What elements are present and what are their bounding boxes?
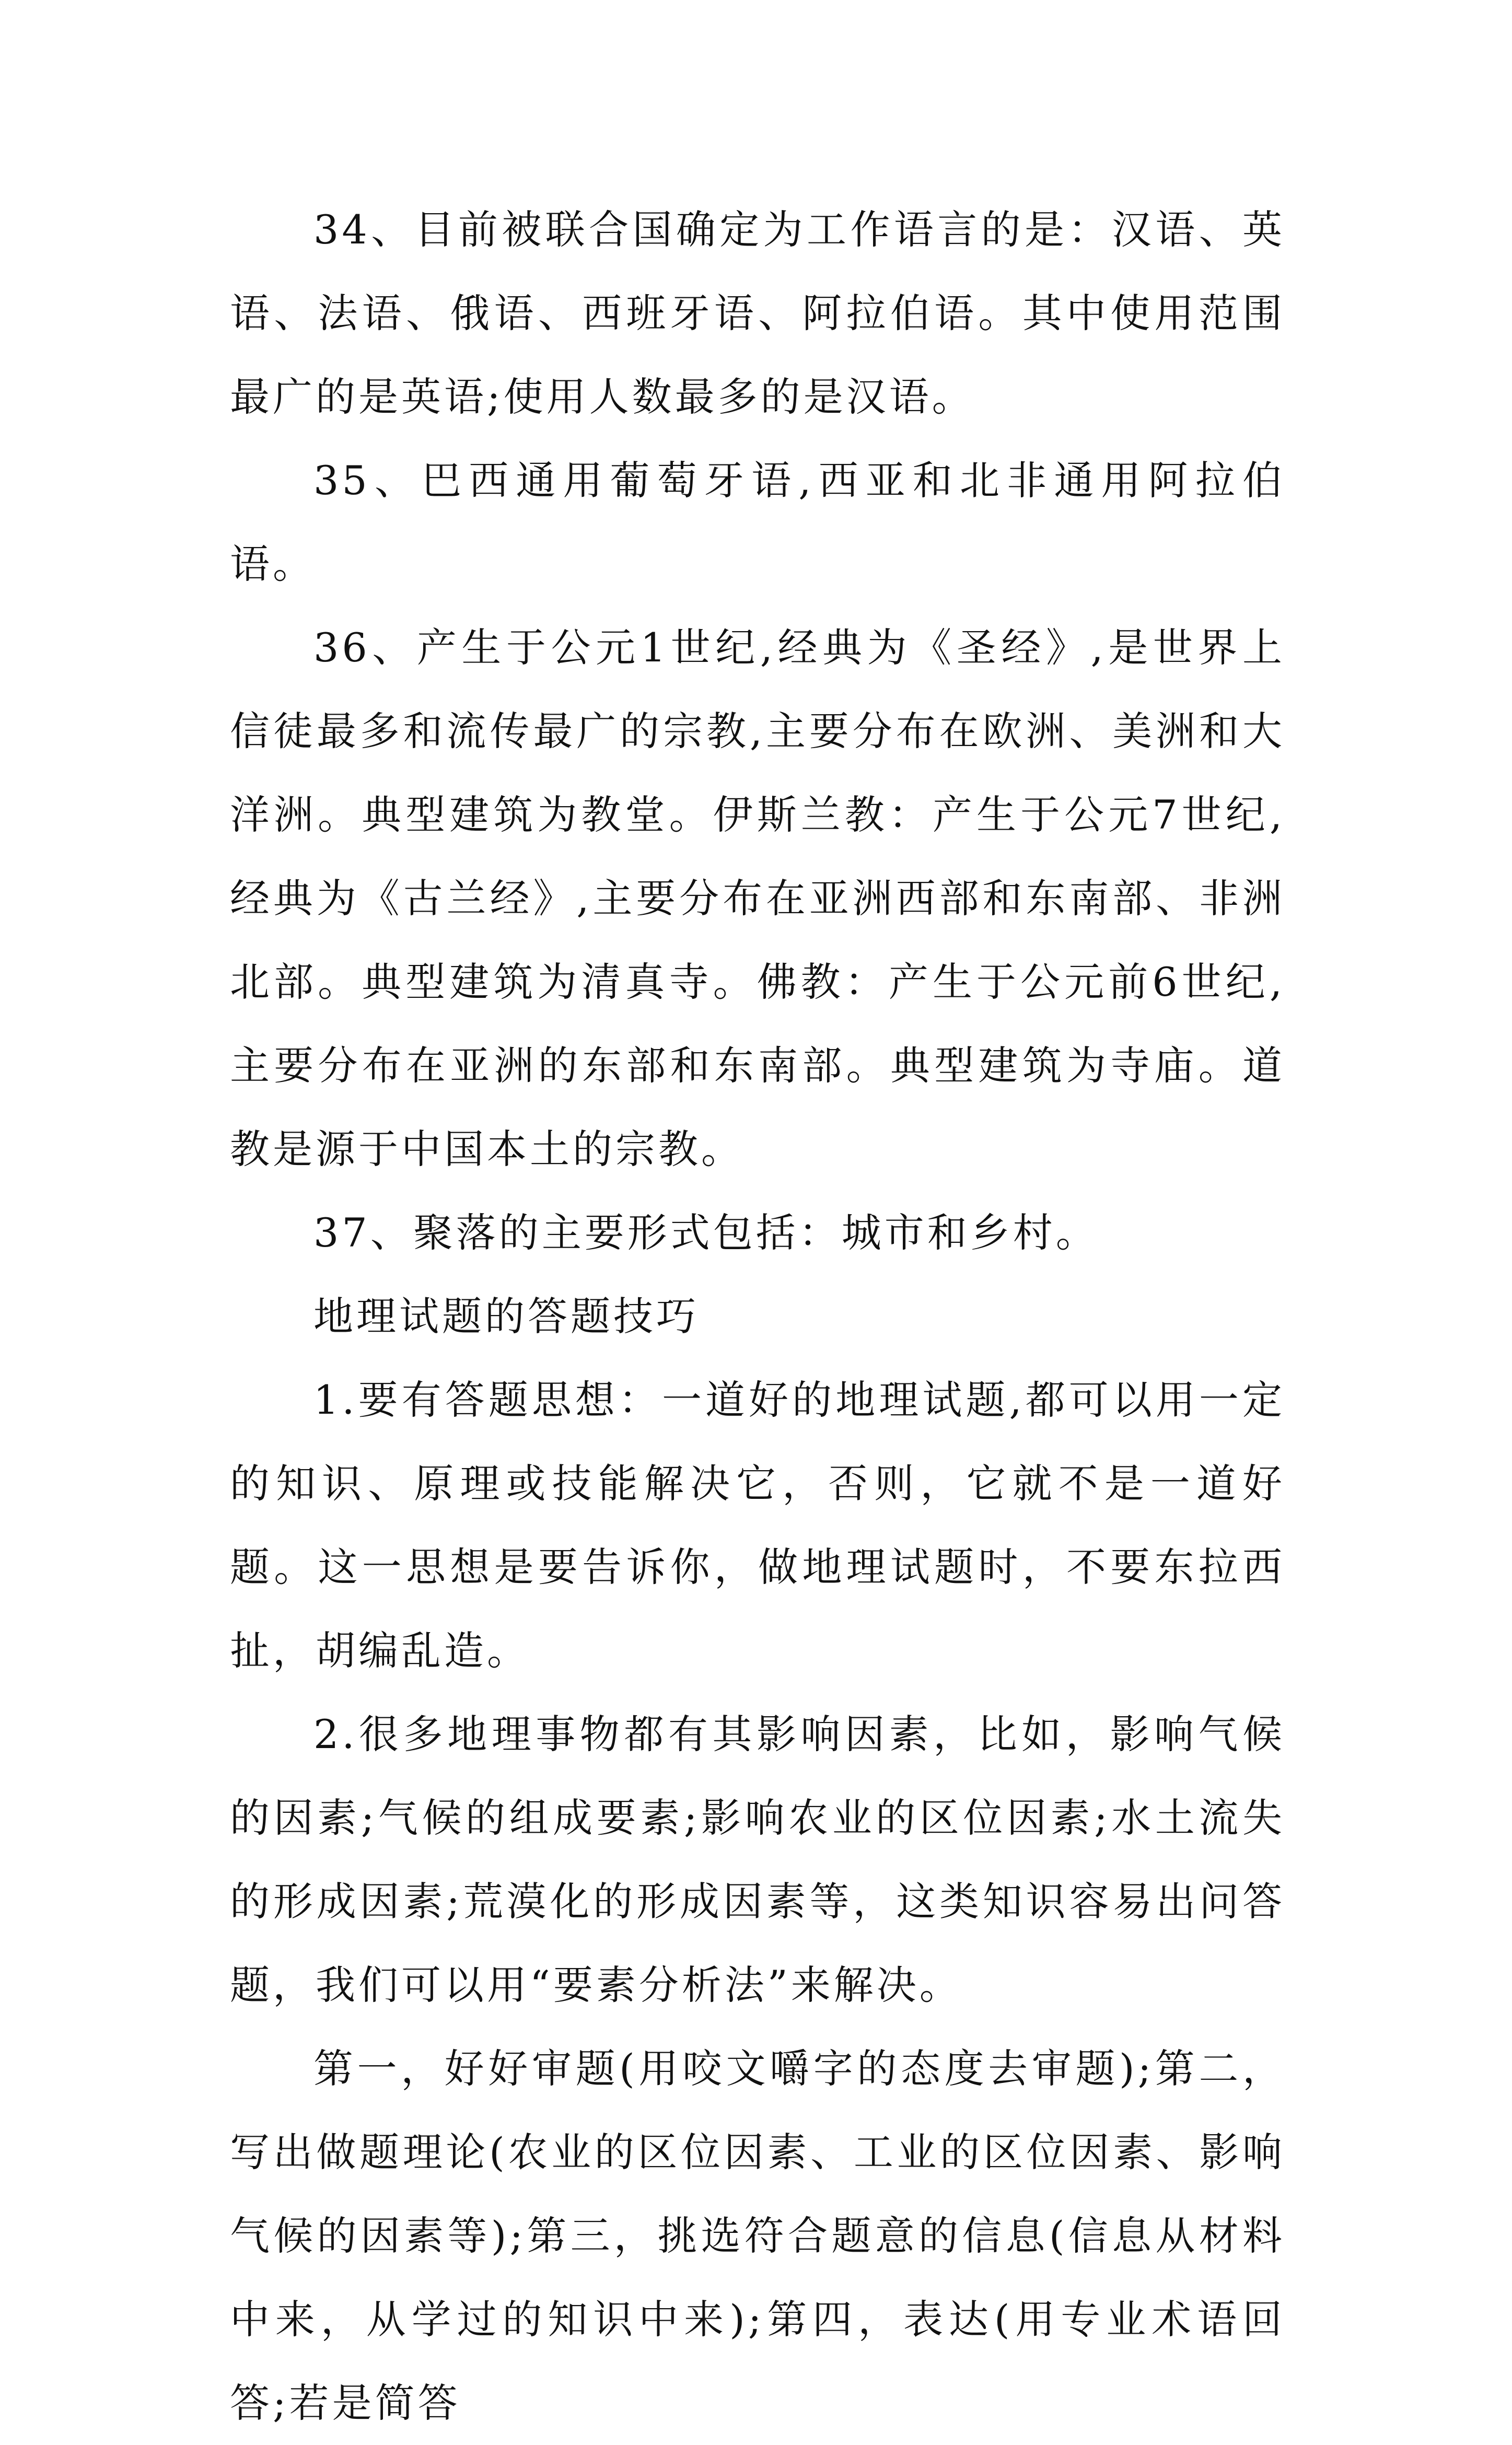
paragraph-tip-1: 1.要有答题思想：一道好的地理试题,都可以用一定的知识、原理或技能解决它，否则，它就不是一道好题。这一思想是要告诉你，做地理试题时，不要东拉西扯，胡编乱造。 (230, 1377, 1285, 1674)
section-heading-answer-tips: 地理试题的答题技巧 (313, 1293, 699, 1340)
paragraph-36-religions: 36、产生于公元1世纪,经典为《圣经》,是世界上信徒最多和流传最广的宗教,主要分布在欧洲、美洲和大洋洲。典型建筑为教堂。伊斯兰教：产生于公元7世纪,经典为《古兰经》,主要分布在亚洲西部和东南部、非洲北部。典型建筑为清真寺。佛教：产生于公元前6世纪,主要分布在亚洲的东部和东南部。典型建筑为寺庙。道教是源于中国本土的宗教。 (230, 624, 1285, 1172)
paragraph-37-settlements: 37、聚落的主要形式包括：城市和乡村。 (313, 1209, 1099, 1256)
paragraph-35-brazil-languages: 35、巴西通用葡萄牙语,西亚和北非通用阿拉伯语。 (230, 457, 1285, 587)
paragraph-steps: 第一，好好审题(用咬文嚼字的态度去审题);第二，写出做题理论(农业的区位因素、工业的区位因素、影响气候的因素等);第三，挑选符合题意的信息(信息从材料中来，从学过的知识中来);第四，表达(用专业术语回答;若是简答 (230, 2045, 1285, 2426)
document-body (230, 188, 1285, 2445)
paragraph-tip-2: 2.很多地理事物都有其影响因素，比如，影响气候的因素;气候的组成要素;影响农业的区位因素;水土流失的形成因素;荒漠化的形成因素等，这类知识容易出问答题，我们可以用“要素分析法”来解决。 (230, 1711, 1285, 2008)
paragraph-34-un-languages: 34、目前被联合国确定为工作语言的是：汉语、英语、法语、俄语、西班牙语、阿拉伯语。其中使用范围最广的是英语;使用人数最多的是汉语。 (230, 206, 1285, 420)
